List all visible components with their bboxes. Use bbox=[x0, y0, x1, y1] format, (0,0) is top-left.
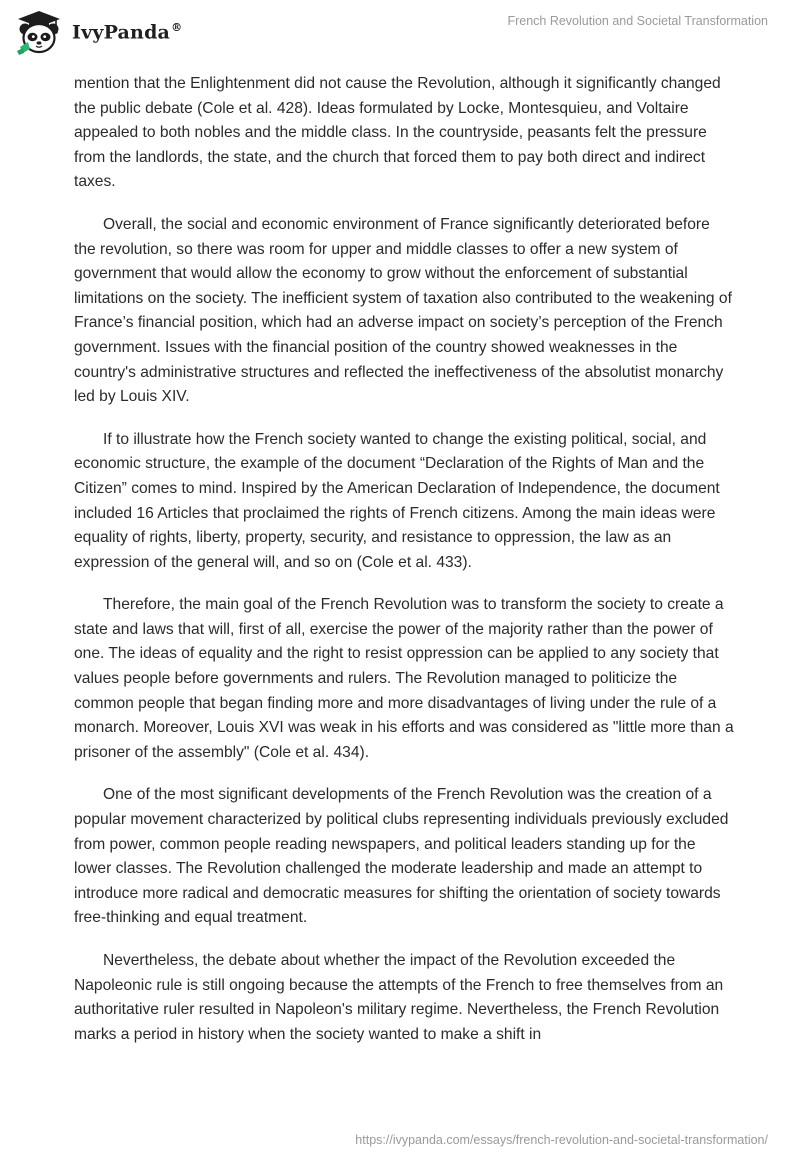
paragraph: If to illustrate how the French society wanted to change the existing political, social, and economic structure, the example of the document “Declaration of the Rights of Man and the Citizen” comes to mind. Inspired by the American Declaration of Independence, the document included 16 Articles that proclaimed the rights of French citizens. Among the main ideas were equality of rights, liberty, property, security, and resistance to oppression, the law as an expression of the general will, and so on (Cole et al. 433). bbox=[74, 430, 720, 571]
paragraph: Nevertheless, the debate about whether the impact of the Revolution exceeded the Napoleonic rule is still ongoing because the attempts of the French to free themselves from an authoritative ruler resulted in Napoleon's military regime. Nevertheless, the French Revolution marks a period in history when the society wanted to make a shift in bbox=[74, 952, 724, 1043]
source-url: https://ivypanda.com/essays/french-revolution-and-societal-transformation/ bbox=[355, 1133, 768, 1147]
panda-graduate-icon bbox=[14, 9, 64, 55]
document-title: French Revolution and Societal Transformation bbox=[507, 14, 768, 28]
paragraph: One of the most significant developments of the French Revolution was the creation of a popular movement characterized by political clubs representing individuals previously excluded from power, common people reading newspapers, and political leaders standing up for the lower classes. The Revolution challenged the moderate leadership and made an attempt to introduce more radical and democratic measures for shifting the orientation of society towards free-thinking and equal treatment. bbox=[74, 786, 729, 927]
paragraph: mention that the Enlightenment did not cause the Revolution, although it significantly changed the public debate (Cole et al. 428). Ideas formulated by Locke, Montesquieu, and Voltaire appealed to both nobles and the middle class. In the countryside, peasants felt the pressure from the landlords, the state, and the church that forced them to pay both direct and indirect taxes. bbox=[74, 75, 721, 191]
brand-logo[interactable] bbox=[14, 9, 182, 55]
paragraph: Overall, the social and economic environment of France significantly deteriorated before the revolution, so there was room for upper and middle classes to offer a new system of government that would allow the economy to grow without the enforcement of substantial limitations on the society. The inefficient system of taxation also contributed to the weakening of France’s financial position, which had an adverse impact on society’s perception of the French government. Issues with the financial position of the country showed weaknesses in the country's administrative structures and reflected the ineffectiveness of the absolutist monarchy led by Louis XIV. bbox=[74, 215, 732, 406]
brand-name: IvyPanda® bbox=[72, 20, 183, 44]
page-header bbox=[0, 0, 800, 62]
paragraph: Therefore, the main goal of the French Revolution was to transform the society to create a state and laws that will, first of all, exercise the power of the majority rather than the power of one. The ideas of equality and the right to resist oppression can be applied to any society that values people before governments and rulers. The Revolution managed to politicize the common people that began finding more and more disadvantages of living under the rule of a monarch. Moreover, Louis XVI was weak in his efforts and was considered as "little more than a prisoner of the assembly" (Cole et al. 434). bbox=[74, 596, 734, 761]
essay-body bbox=[74, 72, 734, 1065]
